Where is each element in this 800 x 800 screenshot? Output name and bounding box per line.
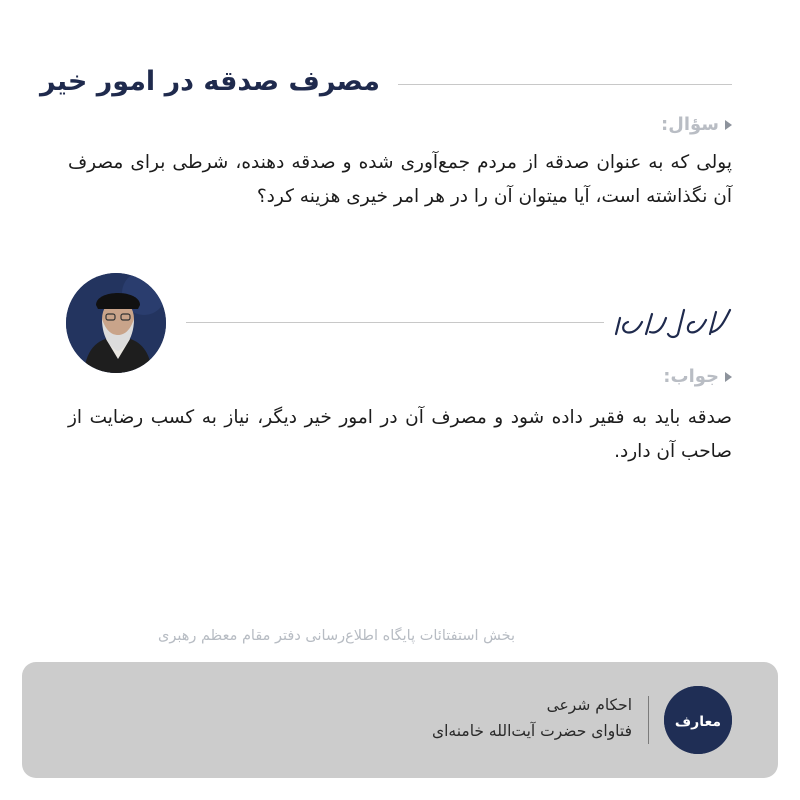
signature-calligraphy (612, 300, 734, 344)
answer-text: صدقه باید به فقیر داده شود و مصرف آن در امور خیر دیگر، نیاز به کسب رضایت از صاحب آن دارد. (68, 407, 732, 462)
footer-separator (648, 696, 649, 744)
answer-label (663, 366, 732, 387)
answer-label-text: جواب: (663, 366, 719, 387)
triangle-left-icon (725, 120, 732, 130)
portrait-icon (66, 273, 166, 373)
logo-icon (664, 686, 732, 754)
svg-text:معارف: معارف (674, 714, 722, 730)
question-label (661, 114, 732, 135)
source-text: بخش استفتائات پایگاه اطلاع‌رسانی دفتر مقام معظم رهبری (158, 628, 515, 644)
page-title: مصرف صدقه در امور خیر (40, 66, 380, 97)
title-divider (398, 84, 732, 85)
footer-subtitle: فتاوای حضرت آیت‌الله خامنه‌ای (431, 722, 632, 740)
footer-bar (22, 662, 778, 778)
triangle-left-icon (725, 372, 732, 382)
question-label-text: سؤال: (661, 114, 719, 135)
middle-divider (186, 322, 604, 323)
question-text: پولی که به عنوان صدقه از مردم جمع‌آوری شده و صدقه دهنده، شرطی برای مصرف آن نگذاشته است، آیا میتوان آن را در هر امر خیری هزینه کرد؟ (68, 152, 732, 207)
footer-text (432, 692, 632, 744)
footer-category: احکام شرعی (546, 696, 632, 714)
